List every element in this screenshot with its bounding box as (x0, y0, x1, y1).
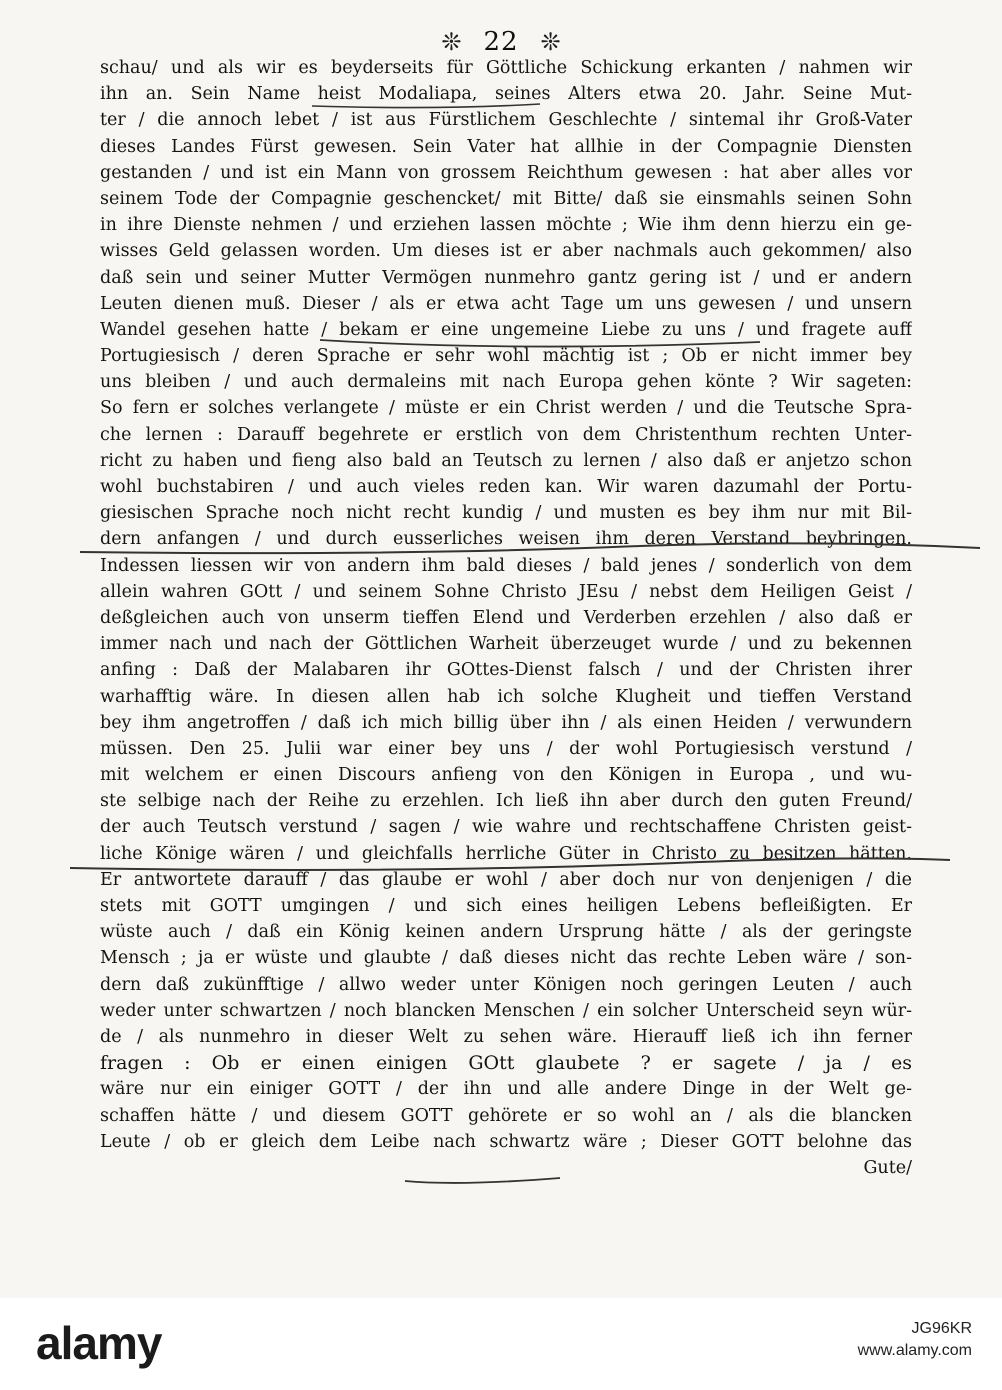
text-line: wäre nur ein einiger GOTT / der ihn und alle andere Dinge in der Welt ge- (100, 1079, 912, 1100)
ornament-right-icon: ❊ (540, 28, 561, 56)
text-line: schau/ und als wir es beyderseits für Göttliche Schickung erkanten / nahmen wir (100, 58, 912, 78)
text-line: gestanden / und ist ein Mann von grossem Reichthum gewesen : hat aber alles vor (100, 162, 912, 183)
text-line: ihn an. Sein Name heist Modaliapa, seines Alters etwa 20. Jahr. Seine Mut- (100, 84, 912, 105)
text-line: warhafftig wäre. In diesen allen hab ich solche Klugheit und tieffen Verstand (100, 686, 912, 707)
text-line: Gute/ (863, 1157, 912, 1178)
text-line: seinem Tode der Compagnie geschencket/ mit Bitte/ daß sie einsmahls seinen Sohn (100, 188, 912, 209)
text-line: liche Könige wären / und gleichfalls herrliche Güter in Christo zu besitzen hätten. (100, 843, 912, 864)
page-number: 22 (483, 27, 519, 57)
text-line: ter / die annoch lebet / ist aus Fürstlichem Geschlechte / sintemal ihr Groß-Vater (100, 110, 912, 131)
text-line: in ihre Dienste nehmen / und erziehen lassen möchte ; Wie ihm denn hierzu ein ge- (100, 215, 912, 236)
text-line: stets mit GOTT umgingen / und sich eines heiligen Lebens befleißigten. Er (100, 896, 912, 916)
text-line: müssen. Den 25. Julii war einer bey uns / der wohl Portugiesisch verstund / (100, 738, 912, 759)
text-line: Mensch ; ja er wüste und glaubte / daß dieses nicht das rechte Leben wäre / son- (100, 948, 912, 969)
text-line: wohl buchstabiren / und auch vieles reden kan. Wir waren dazumahl der Portu- (100, 477, 912, 497)
text-line: allein wahren GOtt / und seinem Sohne Christo JEsu / nebst dem Heiligen Geist / (100, 581, 912, 602)
image-credit (858, 1318, 972, 1362)
text-line: che lernen : Darauff begehrete er erstlich von dem Christenthum rechten Unter- (100, 424, 912, 445)
text-line: dieses Landes Fürst gewesen. Sein Vater hat allhie in der Compagnie Diensten (100, 136, 912, 157)
text-line: Wandel gesehen hatte / bekam er eine ungemeine Liebe zu uns / und fragete auff (100, 319, 912, 340)
text-line: ste selbige nach der Reihe zu erzehlen. Ich ließ ihn aber durch den guten Freund/ (100, 791, 912, 812)
text-line: fragen : Ob er einen einigen GOtt glaubete ? er sagete / ja / es (100, 1052, 912, 1075)
text-line: schaffen hätte / und diesem GOTT gehörete er so wohl an / als die blancken (100, 1105, 912, 1126)
alamy-logo: alamy (36, 1317, 162, 1369)
text-line: mit welchem er einen Discours anfieng von den Königen in Europa , und wu- (100, 765, 912, 786)
text-line: immer nach und nach der Göttlichen Warheit überzeuget wurde / und zu bekennen (100, 634, 912, 655)
text-line: wisses Geld gelassen worden. Um dieses ist er aber nachmals auch gekommen/ also (100, 241, 912, 262)
text-line: deßgleichen auch von unserm tieffen Elend und Verderben erzehlen / also daß er (100, 607, 912, 628)
text-line: dern daß zukünfftige / allwo weder unter Königen noch geringen Leuten / auch (100, 974, 912, 995)
text-line: So fern er solches verlangete / müste er ein Christ werden / und die Teutsche Spra- (100, 398, 912, 419)
text-line: Indessen liessen wir von andern ihm bald dieses / bald jenes / sonderlich von dem (100, 555, 912, 576)
text-line: anfing : Daß der Malabaren ihr GOttes-Dienst falsch / und der Christen ihrer (100, 660, 912, 681)
text-line: richt zu haben und fieng also bald an Teutsch zu lernen / also daß er anjetzo schon (100, 450, 912, 471)
text-line: giesischen Sprache noch nicht recht kundig / und musten es bey ihm nur mit Bil- (100, 503, 912, 524)
stock-footer (0, 1298, 1002, 1390)
text-line: Leuten dienen muß. Dieser / als er etwa acht Tage um uns gewesen / und unsern (100, 293, 912, 314)
text-line: der auch Teutsch verstund / sagen / wie wahre und rechtschaffene Christen geist- (100, 817, 912, 838)
image-url: www.alamy.com (857, 1342, 972, 1359)
text-line: daß sein und seiner Mutter Vermögen nunmehro gantz gering ist / und er andern (100, 267, 912, 288)
text-line: Portugiesisch / deren Sprache er sehr wohl mächtig ist ; Ob er nicht immer bey (100, 346, 912, 367)
image-id: JG96KR (911, 1320, 972, 1337)
text-line: uns bleiben / und auch dermaleins mit nach Europa gehen könte ? Wir sageten: (100, 372, 912, 393)
text-line: de / als nunmehro in dieser Welt zu sehen wäre. Hierauff ließ ich ihn ferner (100, 1026, 912, 1047)
text-line: weder unter schwartzen / noch blancken Menschen / ein solcher Unterscheid seyn wür- (100, 1000, 912, 1021)
text-line: bey ihm angetroffen / daß ich mich billig über ihn / als einen Heiden / verwundern (100, 712, 912, 733)
text-line: dern anfangen / und durch eusserliches weisen ihm deren Verstand beybringen. (100, 529, 912, 550)
text-line: Er antwortete darauff / das glaube er wohl / aber doch nur von denjenigen / die (100, 869, 912, 890)
text-line: wüste auch / daß ein König keinen andern Ursprung hätte / als der geringste (100, 922, 912, 943)
text-line: Leute / ob er gleich dem Leibe nach schwartz wäre ; Dieser GOTT belohne das (100, 1131, 912, 1152)
ornament-left-icon: ❊ (441, 28, 462, 56)
body-text (100, 55, 912, 1181)
